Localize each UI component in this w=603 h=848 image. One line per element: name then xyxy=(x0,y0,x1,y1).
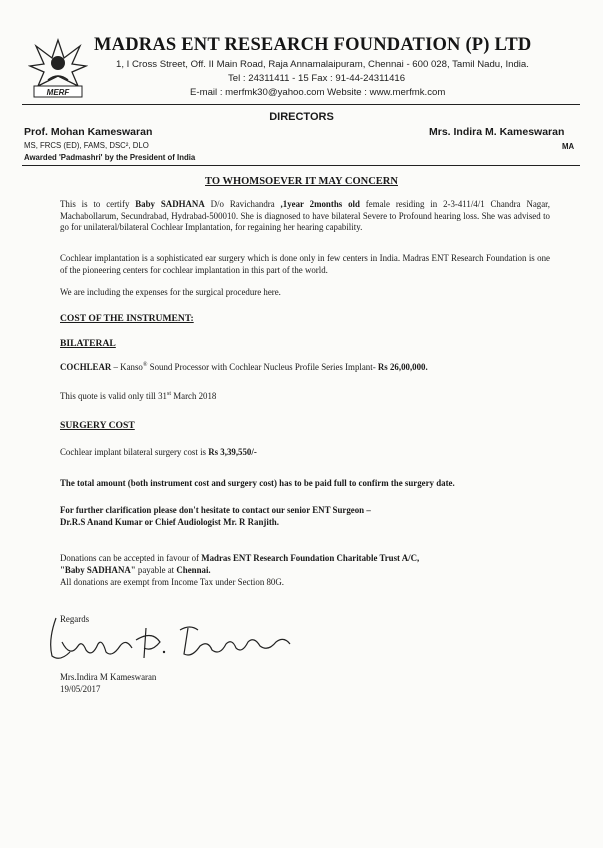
logo-text: MERF xyxy=(46,88,70,97)
org-phone-fax: Tel : 24311411 - 15 Fax : 91-44-24311416 xyxy=(228,73,406,84)
directors-title: DIRECTORS xyxy=(269,111,334,123)
donation-exempt: All donations are exempt from Income Tax under Section 80G. xyxy=(60,577,284,587)
instrument-price: Rs 26,00,000. xyxy=(377,362,428,372)
header-divider xyxy=(22,104,580,105)
surgery-cost-line: Cochlear implant bilateral surgery cost is Rs 3,39,550/- xyxy=(60,447,257,457)
quote-validity: This quote is valid only till 31st March 2018 xyxy=(60,391,217,401)
director-left-quals: MS, FRCS (ED), FAMS, DSC², DLO xyxy=(24,141,149,150)
surgery-price: Rs 3,39,550/- xyxy=(208,447,257,457)
donation-line-1: Donations can be accepted in favour of Madras ENT Research Foundation Charitable Trust A/C, xyxy=(60,553,420,563)
director-left-name: Prof. Mohan Kameswaran xyxy=(24,126,153,138)
paragraph-implantation: Cochlear implantation is a sophisticated ear surgery which is done only in few centers in India. Madras ENT Research Foundation is one of the pioneering centers for cochlear implantation in this part of the world. xyxy=(60,253,550,275)
directors-divider xyxy=(22,165,580,166)
director-right-quals: MA xyxy=(562,142,575,151)
paragraph-certify: This is to certify Baby SADHANA D/o Ravichandra ,1year 2months old female residing in 2-3-411/4/1 Chandra Nagar, Machabollarum, Secundrabad, Hydrabad-500010. She is diagnosed to have bilateral Severe to Profound hearing loss. She was advised to go for unilateral/bilateral Cochlear Implantation, for regaining her hearing capability. xyxy=(60,199,550,232)
surgery-heading: SURGERY COST xyxy=(60,420,135,431)
paragraph-expenses: We are including the expenses for the surgical procedure here. xyxy=(60,287,281,297)
total-amount-note: The total amount (both instrument cost and surgery cost) has to be paid full to confirm the surgery date. xyxy=(60,478,455,488)
donation-line-2: "Baby SADHANA" payable at Chennai. xyxy=(60,565,211,575)
cochlear-line: COCHLEAR – Kanso® Sound Processor with Cochlear Nucleus Profile Series Implant- Rs 26,00,000. xyxy=(60,362,428,372)
org-name: MADRAS ENT RESEARCH FOUNDATION (P) LTD xyxy=(94,35,532,55)
org-email-web: E-mail : merfmk30@yahoo.com Website : www.merfmk.com xyxy=(190,87,446,98)
handwritten-signature xyxy=(40,612,300,672)
patient-name: Baby SADHANA xyxy=(135,199,205,209)
cost-heading: COST OF THE INSTRUMENT: xyxy=(60,313,194,324)
letter-heading: TO WHOMSOEVER IT MAY CONCERN xyxy=(205,176,398,187)
contact-line-2: Dr.R.S Anand Kumar or Chief Audiologist Mr. R Ranjith. xyxy=(60,517,279,527)
director-right-name: Mrs. Indira M. Kameswaran xyxy=(429,126,565,138)
org-address: 1, I Cross Street, Off. II Main Road, Raja Annamalaipuram, Chennai - 600 028, Tamil Nadu, India. xyxy=(116,59,529,70)
bilateral-heading: BILATERAL xyxy=(60,338,116,349)
letter-date: 19/05/2017 xyxy=(60,684,101,694)
patient-age: ,1year 2months old xyxy=(280,199,360,209)
contact-line-1: For further clarification please don't hesitate to contact our senior ENT Surgeon – xyxy=(60,505,371,515)
director-left-award: Awarded 'Padmashri' by the President of India xyxy=(24,153,196,162)
regards: Regards xyxy=(60,614,90,624)
merf-logo xyxy=(28,36,88,98)
signatory-name: Mrs.Indira M Kameswaran xyxy=(60,672,157,682)
